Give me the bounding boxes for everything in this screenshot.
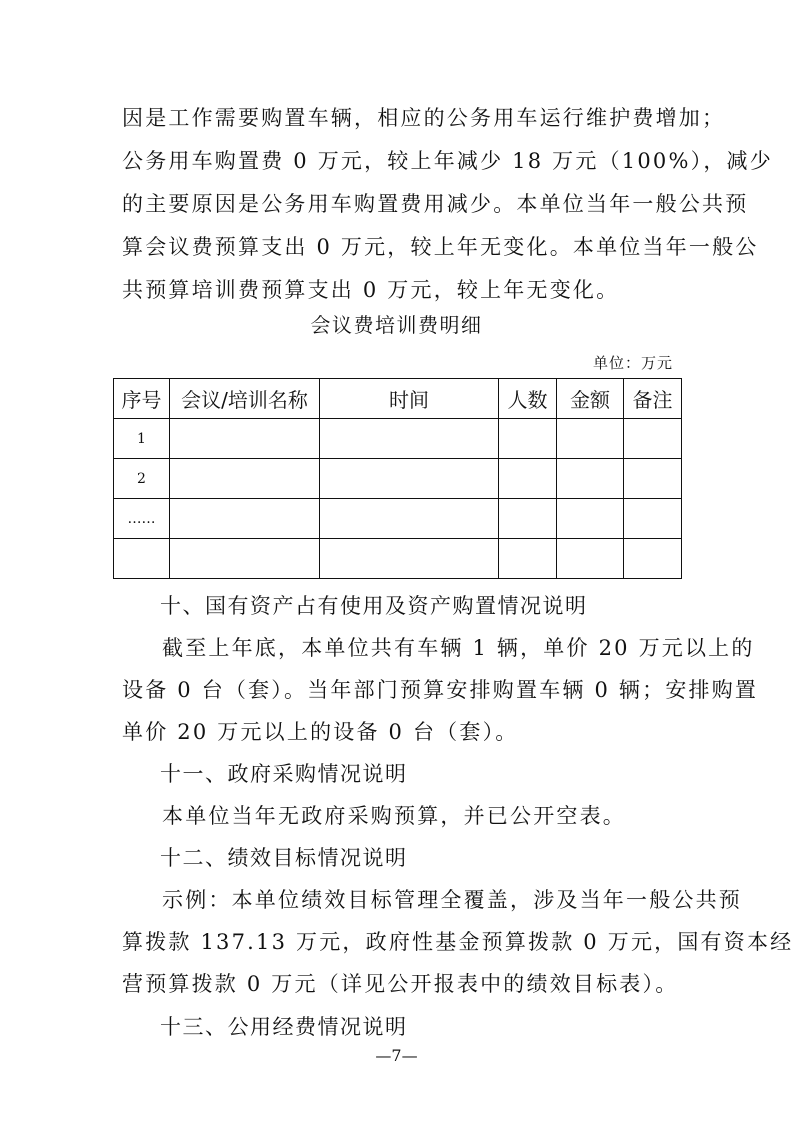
paragraph-line: 公务用车购置费 0 万元，较上年减少 18 万元（100%），减少 [122, 149, 773, 173]
table-cell [557, 459, 624, 499]
paragraph-line: 本单位当年无政府采购预算，并已公开空表。 [162, 804, 626, 828]
header-cell-remarks: 备注 [624, 379, 682, 419]
table-cell [320, 459, 499, 499]
table-cell [557, 499, 624, 539]
paragraph-line: 截至上年底，本单位共有车辆 1 辆，单价 20 万元以上的 [162, 636, 755, 660]
table-header-row [114, 379, 682, 419]
table-cell [624, 539, 682, 579]
table-cell [320, 539, 499, 579]
table-title: 会议费培训费明细 [310, 313, 483, 337]
table-cell [170, 419, 320, 459]
paragraph-line: 单价 20 万元以上的设备 0 台（套）。 [122, 720, 519, 744]
table-row [114, 499, 682, 539]
table-row [114, 459, 682, 499]
table-cell [624, 499, 682, 539]
paragraph-line: 示例：本单位绩效目标管理全覆盖，涉及当年一般公共预 [162, 888, 742, 912]
header-cell-people: 人数 [499, 379, 557, 419]
table-cell [114, 539, 170, 579]
paragraph-line: 算会议费预算支出 0 万元，较上年无变化。本单位当年一般公 [122, 235, 759, 259]
table-cell [499, 499, 557, 539]
section-heading: 十一、政府采购情况说明 [160, 762, 408, 786]
table-cell [499, 539, 557, 579]
table-cell: 1 [114, 419, 170, 459]
header-cell-amount: 金额 [557, 379, 624, 419]
table-cell [499, 419, 557, 459]
paragraph-line: 共预算培训费预算支出 0 万元，较上年无变化。 [122, 278, 620, 302]
section-heading: 十、国有资产占有使用及资产购置情况说明 [160, 594, 588, 618]
table-cell: …… [114, 499, 170, 539]
table-row [114, 539, 682, 579]
table-row [114, 419, 682, 459]
table-cell [557, 539, 624, 579]
table-cell: 2 [114, 459, 170, 499]
paragraph-line: 设备 0 台（套）。当年部门预算安排购置车辆 0 辆；安排购置 [122, 678, 759, 702]
table-cell [624, 459, 682, 499]
table-cell [624, 419, 682, 459]
table-unit: 单位：万元 [592, 354, 673, 372]
table-cell [170, 539, 320, 579]
section-heading: 十二、绩效目标情况说明 [160, 846, 408, 870]
paragraph-line: 营预算拨款 0 万元（详见公开报表中的绩效目标表）。 [122, 972, 679, 996]
header-cell-time: 时间 [320, 379, 499, 419]
paragraph-line: 算拨款 137.13 万元，政府性基金预算拨款 0 万元，国有资本经 [122, 930, 793, 954]
page-number: —7— [375, 1046, 418, 1065]
table-cell [320, 499, 499, 539]
paragraph-line: 的主要原因是公务用车购置费用减少。本单位当年一般公共预 [122, 192, 749, 216]
section-heading: 十三、公用经费情况说明 [160, 1015, 408, 1039]
header-cell-index: 序号 [114, 379, 170, 419]
meeting-training-table [113, 378, 682, 579]
table-cell [170, 499, 320, 539]
table-cell [499, 459, 557, 499]
table-cell [320, 419, 499, 459]
header-cell-name: 会议/培训名称 [170, 379, 320, 419]
table-cell [170, 459, 320, 499]
table-cell [557, 419, 624, 459]
paragraph-line: 因是工作需要购置车辆，相应的公务用车运行维护费增加； [122, 106, 726, 130]
